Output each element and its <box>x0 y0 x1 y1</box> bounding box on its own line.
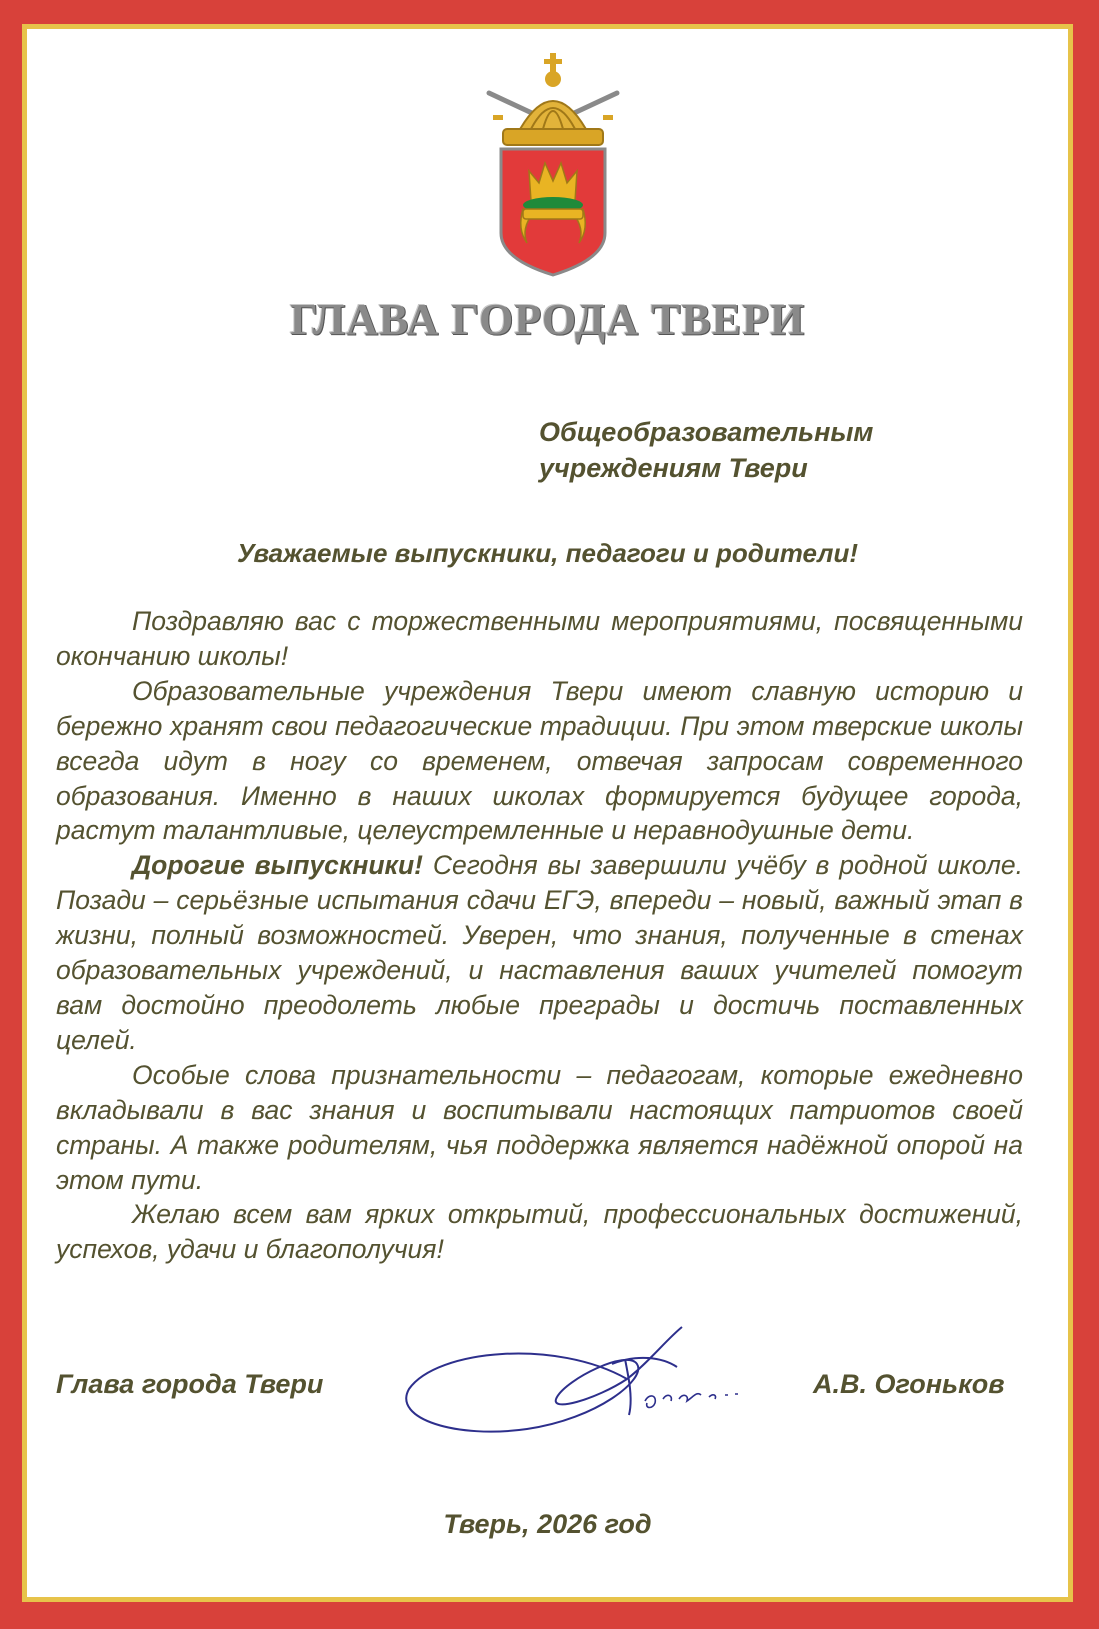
tver-coat-of-arms-icon <box>479 53 627 277</box>
paragraph: Поздравляю вас с торжественными мероприятиями, посвященными окончанию школы! <box>56 606 1023 671</box>
paragraph: Образовательные учреждения Твери имеют славную историю и бережно хранят свои педагогические традиции. При этом тверские школы всегда идут в ногу со временем, отвечая запросам современного образования. Именно в наших школах формируется будущее города, растут талантливые, целеустремленные и неравнодушные дети. <box>56 675 1023 846</box>
letter-body <box>56 604 1023 1267</box>
place-and-date: Тверь, 2026 год <box>443 1509 652 1539</box>
greeting-heading: Уважаемые выпускники, педагоги и родители! <box>237 538 858 568</box>
addressee-line-2: учреждениям Твери <box>539 453 808 483</box>
paragraph: Дорогие выпускники! Сегодня вы завершили учёбу в родной школе. Позади – серьёзные испытания сдачи ЕГЭ, впереди – новый, важный этап в жизни, полный возможностей. Уверен, что знания, полученные в стенах образовательных учреждений, и наставления ваших учителей помогут вам достойно преодолеть любые преграды и достичь поставленных целей. <box>56 850 1023 1055</box>
addressee-block <box>539 414 873 486</box>
paragraph: Желаю всем вам ярких открытий, профессиональных достижений, успехов, удачи и благополучия! <box>56 1199 1023 1265</box>
outer-frame <box>22 24 1073 1602</box>
handwritten-signature <box>397 1319 797 1449</box>
paragraph: Особые слова признательности – педагогам, которые ежедневно вкладывали в вас знания и воспитывали настоящих патриотов своей страны. А также родителям, чья поддержка является надёжной опорой на этом пути. <box>56 1059 1023 1195</box>
signatory-name: А.В. Огоньков <box>813 1369 1005 1399</box>
addressee-line-1: Общеобразовательным <box>539 417 874 447</box>
paragraph-lead: Дорогие выпускники! <box>132 850 423 881</box>
page-title: ГЛАВА ГОРОДА ТВЕРИ <box>289 295 806 344</box>
letter-sheet <box>27 29 1068 1597</box>
signatory-position: Глава города Твери <box>56 1369 324 1399</box>
